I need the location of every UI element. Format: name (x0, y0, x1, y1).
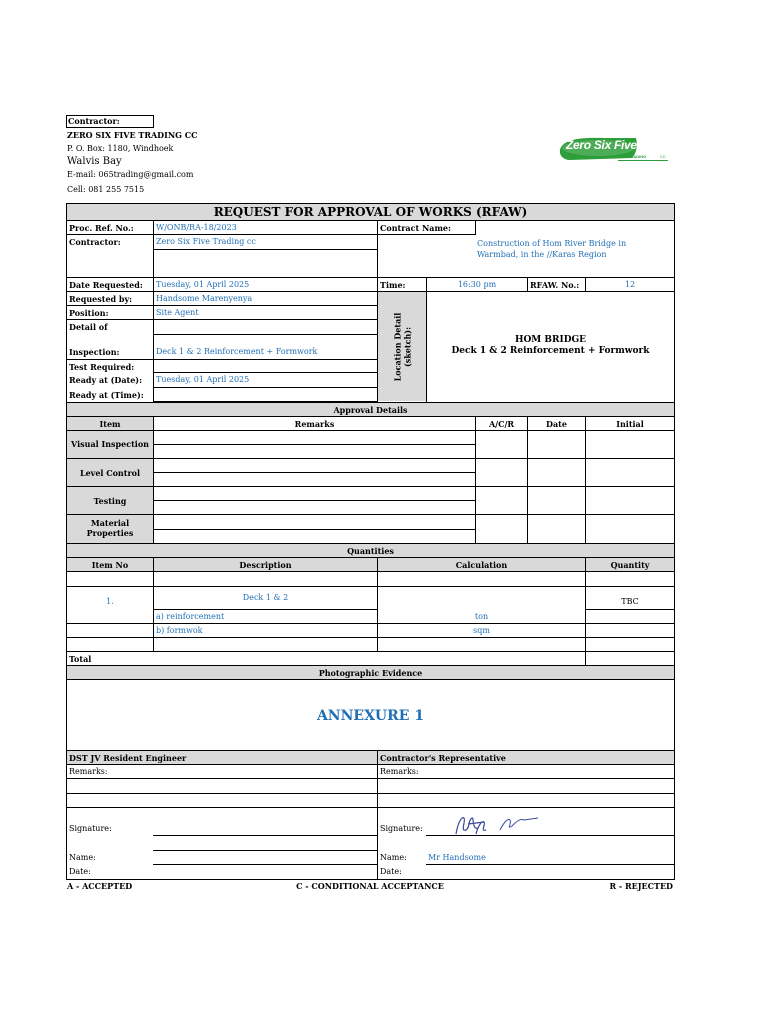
signoff-right-title: Contractor's Representative (380, 752, 506, 763)
requested-by-value: Handsome Marenyenya (156, 293, 253, 303)
proc-ref-label: Proc. Ref. No.: (69, 222, 134, 233)
location-line1: HOM BRIDGE (514, 335, 587, 345)
location-label: Location Detail (392, 312, 403, 381)
quantities-sub-a-unit: ton (474, 611, 489, 621)
form-title: REQUEST FOR APPROVAL OF WORKS (RFAW) (213, 205, 528, 219)
position-label: Position: (69, 307, 109, 318)
test-required-label: Test Required: (69, 361, 135, 372)
time-label: Time: (380, 279, 406, 290)
legend-rejected: R - REJECTED (609, 881, 673, 891)
company-name: ZERO SIX FIVE TRADING CC (67, 130, 198, 140)
approval-section-title: Approval Details (333, 404, 408, 415)
legend-accepted: A - ACCEPTED (67, 881, 133, 891)
date-requested-label: Date Requested: (69, 279, 143, 290)
ready-date-label: Ready at (Date): (69, 375, 143, 385)
quantities-header-item-no: Item No (91, 559, 129, 570)
photo-section-title: Photographic Evidence (318, 667, 423, 678)
approval-header-item: Item (99, 418, 121, 429)
contract-name-line2: Warmbad, in the //Karas Region (477, 250, 607, 259)
approval-row-material-properties: Material Properties (86, 518, 134, 538)
position-value: Site Agent (156, 307, 199, 317)
quantities-sub-b-unit: sqm (473, 625, 490, 635)
logo-cc: CC (660, 154, 666, 159)
city: Walvis Bay (67, 156, 122, 167)
inspection-value: Deck 1 & 2 Reinforcement + Formwork (156, 346, 318, 356)
left-date-label: Date: (69, 867, 91, 876)
po-box: P. O. Box: 1180, Windhoek (67, 144, 174, 153)
logo-subtext: TRADING (628, 154, 647, 159)
logo-text: Zero Six Five (566, 138, 637, 152)
signoff-left-title: DST JV Resident Engineer (69, 752, 187, 763)
right-name-label: Name: (380, 852, 407, 862)
inspection-label: Inspection: (69, 346, 120, 357)
contract-name-line1: Construction of Hom River Bridge in (477, 239, 627, 248)
quantities-sub-b: b) formwok (156, 625, 203, 635)
approval-row-level-control: Level Control (79, 467, 141, 478)
quantities-header-description: Description (239, 559, 292, 570)
approval-header-remarks: Remarks (294, 418, 335, 429)
annexure-label: ANNEXURE 1 (316, 708, 425, 724)
approval-row-visual-inspection: Visual Inspection (71, 439, 149, 449)
ready-time-label: Ready at (Time): (69, 389, 144, 400)
approval-row-testing: Testing (93, 495, 127, 506)
approval-header-acr: A/C/R (488, 418, 515, 429)
left-remarks-label: Remarks: (69, 766, 108, 776)
left-name-label: Name: (69, 852, 96, 862)
contractor-signature (448, 812, 548, 840)
approval-header-initial: Initial (616, 418, 644, 429)
approval-header-date: Date (546, 418, 567, 429)
logo-underline (618, 160, 668, 161)
quantities-header-quantity: Quantity (610, 559, 650, 570)
quantities-header-calculation: Calculation (455, 559, 508, 570)
email: E-mail: 065trading@gmail.com (67, 170, 194, 179)
company-logo (558, 134, 673, 164)
right-name-value: Mr Handsome (428, 852, 486, 862)
left-signature-label: Signature: (69, 823, 112, 833)
location-sub-label: (sketch): (402, 326, 413, 367)
quantities-description: Deck 1 & 2 (242, 593, 289, 602)
legend-conditional: C - CONDITIONAL ACCEPTANCE (296, 881, 444, 891)
quantities-total-label: Total (69, 653, 92, 664)
time-value: 16:30 pm (457, 279, 497, 289)
rfaw-no-value: 12 (624, 279, 636, 289)
requested-by-label: Requested by: (69, 293, 133, 304)
right-date-label: Date: (380, 867, 402, 876)
quantities-item-no: 1. (106, 597, 114, 606)
location-label-wrap (378, 292, 426, 401)
contractor-label: Contractor: (69, 237, 121, 247)
signature-scribble (448, 812, 548, 840)
quantities-quantity: TBC (621, 597, 639, 606)
rfaw-no-label: RFAW. No.: (530, 279, 580, 290)
contractor-header-label: Contractor: (68, 116, 120, 126)
right-signature-label: Signature: (380, 823, 423, 833)
proc-ref-value: W/ONB/RA-18/2023 (156, 222, 237, 232)
contract-name-label: Contract Name: (380, 222, 451, 233)
date-requested-value: Tuesday, 01 April 2025 (156, 279, 250, 289)
detail-of-label: Detail of (69, 321, 108, 332)
cell-phone: Cell: 081 255 7515 (67, 185, 145, 194)
quantities-sub-a: a) reinforcement (156, 611, 225, 621)
right-remarks-label: Remarks: (380, 766, 419, 776)
contractor-value: Zero Six Five Trading cc (156, 237, 256, 246)
location-line2: Deck 1 & 2 Reinforcement + Formwork (451, 346, 650, 356)
ready-date-value: Tuesday, 01 April 2025 (156, 375, 250, 384)
quantities-section-title: Quantities (347, 545, 394, 556)
